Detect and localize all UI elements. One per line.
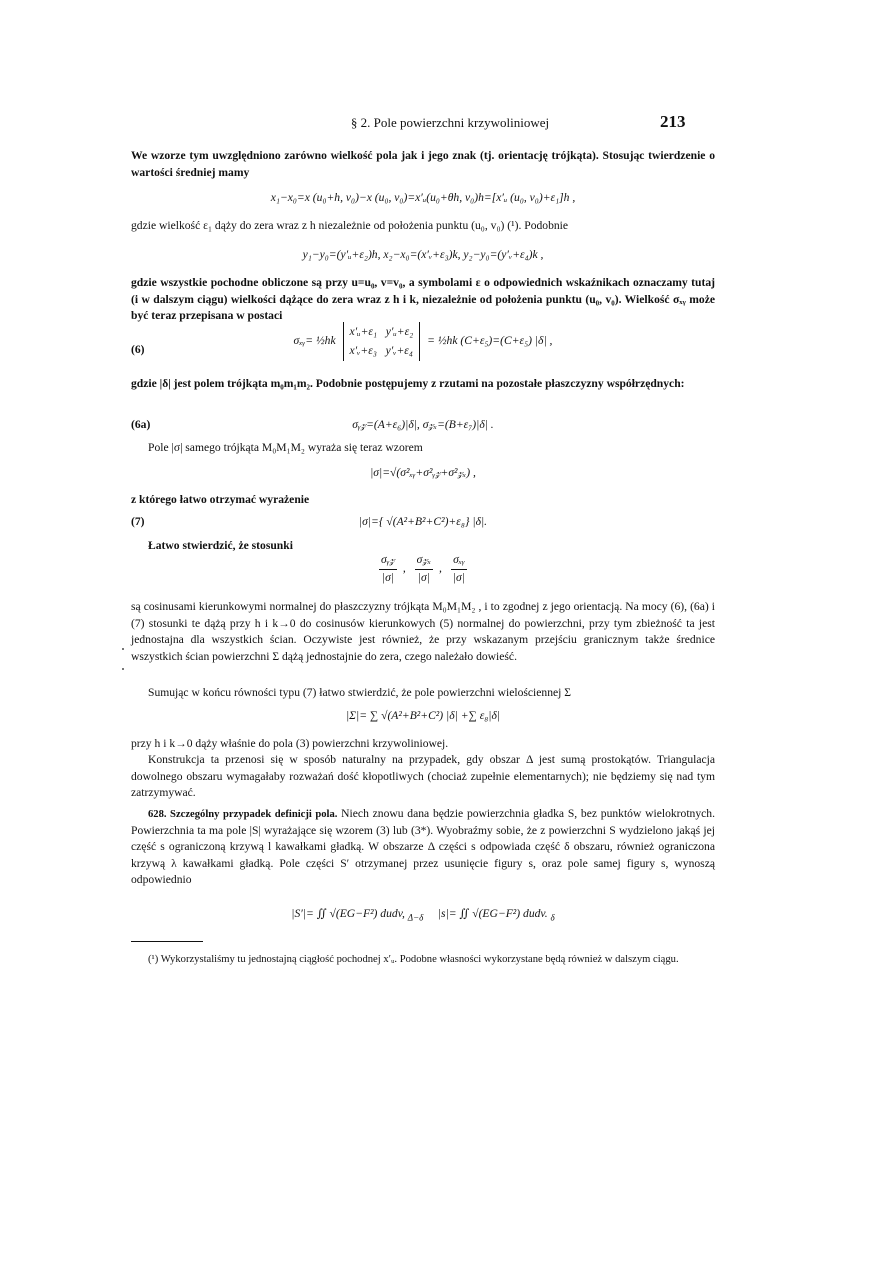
ratio-xy: $\frac{\text{σₓᵧ}}{|\sigma|}$ [452, 553, 465, 584]
det-a21: x′ᵥ+ε₃ [349, 343, 377, 357]
equation-6-rhs: = ½hk (C+ε₅)=(C+ε₅) |δ| , [427, 334, 553, 348]
det-a12: y′ᵤ+ε₂ [385, 325, 414, 338]
section-628 [131, 806, 715, 889]
running-header-title: § 2. Pole powierzchni krzywoliniowej [350, 115, 550, 130]
margin-mark [122, 668, 124, 670]
equation-label-6a: (6a) [131, 418, 151, 431]
paragraph-polyhedral-sum: Sumując w końcu równości typu (7) łatwo stwierdzić, że pole powierzchni wielościennej Σ [148, 686, 572, 699]
margin-mark [122, 648, 124, 650]
equation-s-domain: δ [550, 912, 555, 923]
equation-polyhedral-area: |Σ|= ∑ √(A²+B²+C²) |δ| +∑ ε₈|δ| [345, 709, 501, 722]
equation-S-prime: |S′|= ∬ √(EG−F²) dudv, [291, 907, 405, 920]
paragraph-limit: przy h i k→0 dąży właśnie do pola (3) powierzchni krzywoliniowej. [131, 737, 449, 750]
paragraph-expression: z którego łatwo otrzymać wyrażenie [131, 493, 310, 506]
equation-7: |σ|={ √(A²+B²+C²)+ε₈} |δ|. [358, 515, 488, 528]
equation-s: |s|= ∬ √(EG−F²) dudv. [437, 907, 548, 920]
equation-6-lhs: σₓᵧ= ½hk [293, 334, 336, 348]
equation-6a: σᵧ𝓏=(A+ε₆)|δ|, σ𝓏ₓ=(B+ε₇)|δ| . [352, 418, 494, 431]
ratio-zx: $\frac{\text{σ𝓏ₓ}}{|\sigma|}$ [416, 553, 432, 584]
det-a11: x′ᵤ+ε₁ [349, 325, 378, 338]
footnote-rule [131, 941, 203, 942]
equation-area-split [131, 906, 715, 924]
paragraph-intro: We wzorze tym uwzględniono zarówno wielkość pola jak i jego znak (tj. orientację trójkąta). Stosując twierdzenie o wartości średniej mamy [131, 149, 715, 179]
equation-y-differences: y₁−y₀=(y′ᵤ+ε₂)h, x₂−x₀=(x′ᵥ+ε₃)k, y₂−y₀=(y′ᵥ+ε₄)k , [302, 248, 544, 261]
determinant [343, 322, 421, 361]
equation-S-prime-domain: Δ−δ [407, 912, 424, 923]
equation-x-difference: x₁−x₀=x (u₀+h, v₀)−x (u₀, v₀)=x′ᵤ(u₀+θh, v₀)h=[x′ᵤ (u₀, v₀)+ε₁]h , [270, 191, 576, 204]
paragraph-derivatives: gdzie wszystkie pochodne obliczone są przy u=u₀, v=v₀, a symbolami ε o odpowiednich wskaźnikach oznaczamy tutaj (i w dalszym ciągu) wielkości dążące do zera wraz z h i k, niezależnie od położenia punktu (u₀, v₀). Wielkość σₓᵧ może być teraz przepisana w postaci [131, 276, 715, 323]
section-628-heading: 628. Szczególny przypadek definicji pola. [148, 809, 338, 820]
section-628-body: Niech znowu dana będzie powierzchnia gładka S, bez punktów wielokrotnych. Powierzchnia ta ma pole |S| wyrażające się wzorem (3) lub (3*). Wyobraźmy sobie, że z powierzchni S wydzielono jakąś jej część s ograniczoną krzywą l kawałkami gładką. W obszarze Δ części s odpowiada część δ obszaru, również ograniczona krzywą λ kawałkami gładką. Pole części S′ otrzymanej przez usunięcie figury s, oraz pole samej figury s, wynoszą odpowiednio [131, 807, 715, 887]
ratio-yz: $\frac{\text{σᵧ𝓏}}{|\sigma|}$ [381, 553, 395, 584]
equation-6 [131, 322, 715, 361]
paragraph-ratios: Łatwo stwierdzić, że stosunki [148, 539, 293, 552]
page-number: 213 [660, 112, 686, 131]
footnote: (¹) Wykorzystaliśmy tu jednostajną ciągłość pochodnej x′ᵤ. Podobne własności wykorzystane będą również w dalszym ciągu. [148, 954, 679, 965]
paragraph-construction: Konstrukcja ta przenosi się w sposób naturalny na przypadek, gdy obszar Δ jest sumą prostokątów. Triangulacja dowolnego obszaru wymagałaby rozważań dość kłopotliwych (chociaż zupełnie elementarnych); nie będziemy się nad tym zatrzymywać. [131, 753, 715, 800]
det-a22: y′ᵥ+ε₄ [385, 343, 413, 357]
paragraph-area-formula: Pole |σ| samego trójkąta M₀M₁M₂ wyraża się teraz wzorem [148, 441, 423, 454]
equation-label-6: (6) [131, 343, 145, 356]
equation-ratios: $\frac{\text{σᵧ𝓏}}{|\sigma|}$ , $\frac{\text{σ𝓏ₓ}}{|\sigma|}$ , $\frac{\text{σₓᵧ}}{|\sigma|}$ [131, 552, 715, 586]
paragraph-triangle: gdzie |δ| jest polem trójkąta m₀m₁m₂. Podobnie postępujemy z rzutami na pozostałe płaszczyzny współrzędnych: [131, 377, 685, 390]
equation-sigma-norm: |σ|=√(σ²ₓᵧ+σ²ᵧ𝓏+σ²𝓏ₓ) , [370, 466, 476, 479]
paragraph-direction-cosines: są cosinusami kierunkowymi normalnej do płaszczyzny trójkąta M₀M₁M₂ , i to zgodnej z jego orientacją. Na mocy (6), (6a) i (7) stosunki te dążą przy h i k→0 do cosinusów kierunkowych (5) normalnej do powierzchni, przy tym zbieżność ta jest jednostajna dla wszystkich ścian. Oczywiste jest również, że przy wskazanym przejściu granicznym także średnice wszystkich ścian powierzchni Σ dążą jednostajnie do zera, czego należało dowieść. [131, 600, 715, 663]
equation-label-7: (7) [131, 515, 145, 528]
paragraph-epsilon-note: gdzie wielkość ε₁ dąży do zera wraz z h niezależnie od położenia punktu (u₀, v₀) (¹). Podobnie [131, 219, 569, 232]
